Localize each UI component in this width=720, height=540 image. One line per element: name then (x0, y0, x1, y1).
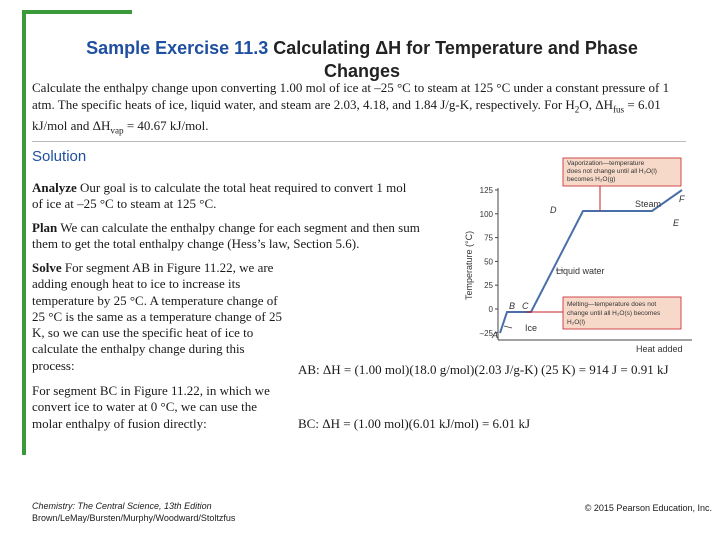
y-tick-label: 50 (484, 257, 493, 267)
point-b: B (509, 301, 516, 311)
label-steam: Steam (635, 199, 662, 209)
footer-citation (32, 500, 235, 524)
analyze-text: Our goal is to calculate the total heat required to convert 1 mol of ice at –25 °C to steam at 125 °C. (32, 180, 407, 212)
plan-text: We can calculate the enthalpy change for each segment and then sum them to get the total enthalpy change (Hess’s law, Section 5.6). (32, 220, 420, 252)
plan-paragraph (32, 220, 444, 253)
y-axis-label: Temperature (°C) (464, 230, 474, 300)
equation-ab: AB: ΔH = (1.00 mol)(18.0 g/mol)(2.03 J/g-K) (25 K) = 914 J = 0.91 kJ (298, 362, 669, 377)
divider (32, 141, 686, 142)
point-f: F (679, 194, 685, 204)
title-line1: Calculating ΔH for Temperature and Phase (273, 38, 638, 58)
title-line2: Changes (323, 61, 401, 81)
problem-text-4: = 40.67 kJ/mol. (123, 117, 209, 133)
solve-label: Solve (32, 260, 62, 275)
x-axis-label: Heat added (636, 344, 683, 354)
point-c: C (522, 301, 529, 311)
y-tick-label: 0 (488, 305, 493, 314)
problem-sub-fus: fus (612, 104, 625, 115)
callout-top-line2: does not change until all H₂O(l) (567, 168, 657, 175)
solution-heading: Solution (32, 148, 87, 165)
bc-paragraph: For segment BC in Figure 11.22, in which we convert ice to water at 0 °C, we can use the molar enthalpy of fusion directly: (32, 383, 270, 431)
y-tick-label: 125 (479, 186, 493, 195)
callout-bottom-line2: change until all H₂O(s) becomes (567, 310, 661, 317)
problem-text-1: Calculate the enthalpy change upon converting 1.00 mol of ice at –25 °C to steam at 125 °C under a constant pressure of 1 atm. The specific heats of ice, liquid water, and steam are 2.03, 4.18, and 1.84 J/g-K, respectively. For H (32, 80, 670, 112)
title-prefix: Sample Exercise 11.3 (86, 38, 269, 58)
problem-statement (32, 80, 692, 139)
slide-title (32, 37, 692, 83)
footer-line2: Brown/LeMay/Bursten/Murphy/Woodward/Stoltzfus (32, 513, 236, 523)
analyze-label: Analyze (32, 180, 77, 195)
ice-leader (504, 326, 512, 328)
y-tick-label: –25 (479, 328, 493, 338)
solve-text: For segment AB in Figure 11.22, we are adding enough heat to ice to increase its temperature by 25 °C. A temperature change of 25 °C is the same as a temperature change of 25 K, so we can use the specific heat of ice to calculate the enthalpy change during this process: (32, 260, 282, 373)
heating-curve-figure (460, 150, 700, 360)
frame-accent-vertical (22, 10, 26, 455)
equation-bc: BC: ΔH = (1.00 mol)(6.01 kJ/mol) = 6.01 kJ (298, 416, 531, 431)
point-d: D (550, 205, 557, 215)
problem-text-3: = 6.01 kJ/mol and ΔH (32, 96, 661, 133)
y-tick-label: 25 (484, 281, 493, 291)
solve-paragraph (32, 260, 286, 374)
y-ticks (480, 186, 498, 338)
problem-text-2: O, ΔH (579, 96, 613, 112)
callout-bottom-line3: H₂O(l) (567, 319, 586, 326)
point-e: E (673, 218, 680, 228)
label-liquid-water: Liquid water (556, 266, 605, 276)
analyze-paragraph (32, 180, 412, 213)
y-tick-label: 75 (484, 233, 493, 243)
plan-label: Plan (32, 220, 58, 235)
y-tick-label: 100 (479, 209, 493, 219)
callout-top-line3: becomes H₂O(g) (567, 176, 616, 183)
problem-sub-2: 2 (574, 104, 580, 115)
footer-line1: Chemistry: The Central Science, 13th Edition (32, 501, 212, 511)
problem-sub-vap: vap (110, 125, 124, 136)
frame-accent-horizontal (22, 10, 132, 14)
label-ice: Ice (525, 323, 538, 333)
footer-copyright: © 2015 Pearson Education, Inc. (584, 503, 712, 513)
callout-bottom-line1: Melting—temperature does not (567, 301, 657, 308)
callout-top-line1: Vaporization—temperature (567, 160, 645, 167)
point-a: A (492, 330, 499, 340)
